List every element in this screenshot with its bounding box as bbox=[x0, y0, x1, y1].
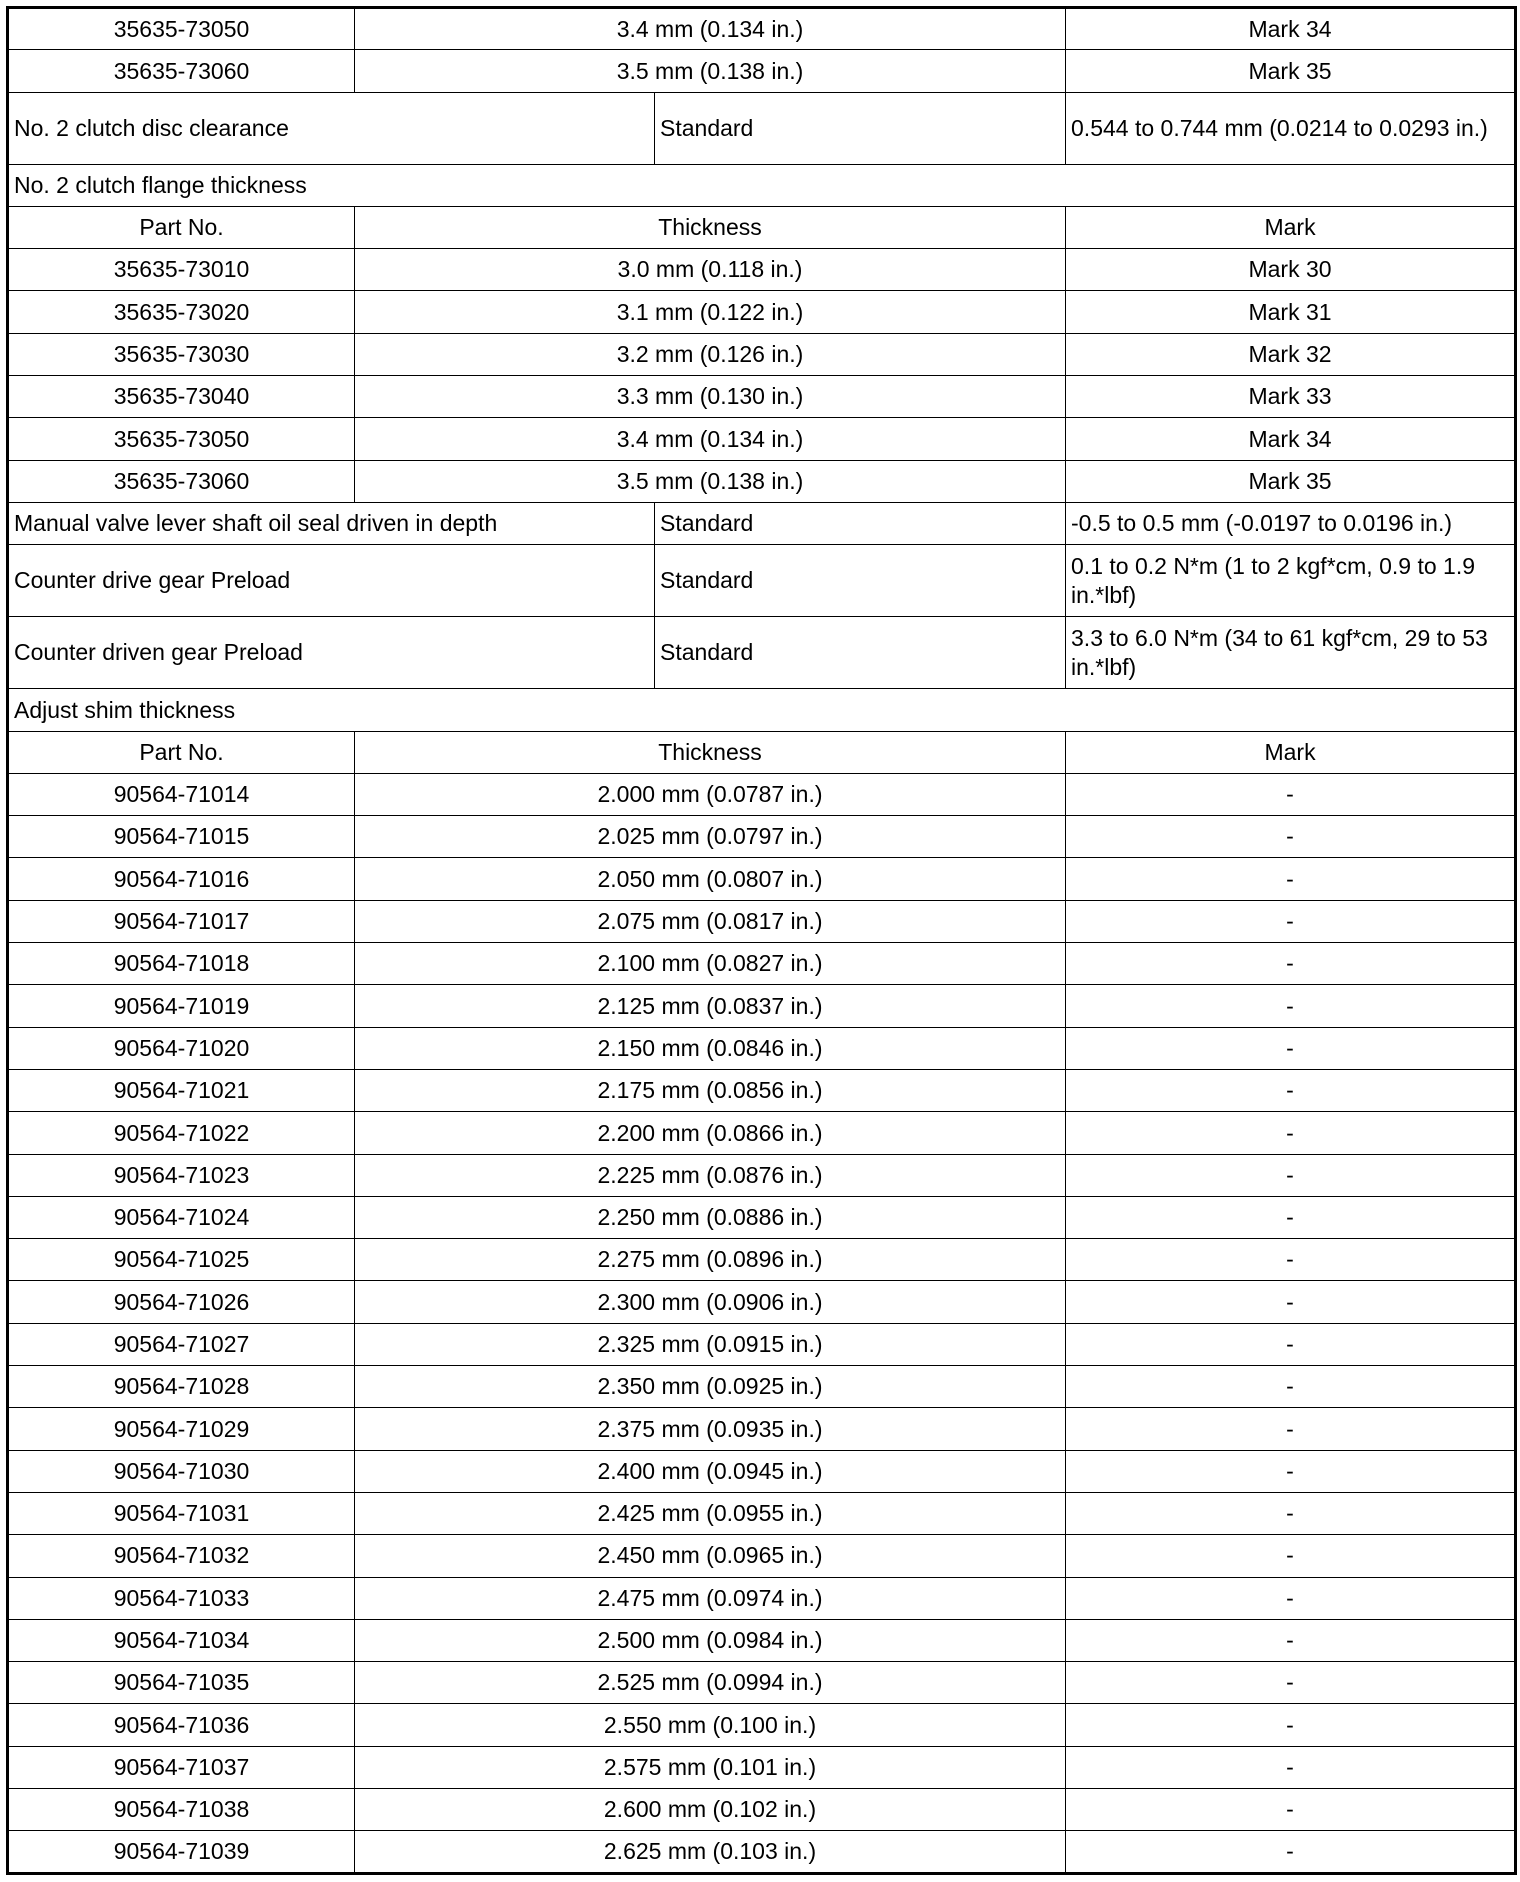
part-no-cell: 90564-71028 bbox=[8, 1366, 355, 1408]
mark-cell: - bbox=[1066, 1154, 1516, 1196]
table-row bbox=[8, 985, 1516, 1027]
mark-cell: Mark 34 bbox=[1066, 418, 1516, 460]
part-no-cell: 90564-71026 bbox=[8, 1281, 355, 1323]
header-mark: Mark bbox=[1066, 206, 1516, 248]
mark-cell: - bbox=[1066, 1239, 1516, 1281]
spec-label: Counter driven gear Preload bbox=[8, 617, 655, 689]
part-no-cell: 90564-71039 bbox=[8, 1831, 355, 1873]
spec-type: Standard bbox=[655, 545, 1066, 617]
part-no-cell: 90564-71016 bbox=[8, 858, 355, 900]
table-row bbox=[8, 249, 1516, 291]
thickness-cell: 2.075 mm (0.0817 in.) bbox=[355, 900, 1066, 942]
thickness-cell: 3.4 mm (0.134 in.) bbox=[355, 8, 1066, 50]
mark-cell: - bbox=[1066, 773, 1516, 815]
table-row bbox=[8, 1450, 1516, 1492]
table-row bbox=[8, 1027, 1516, 1069]
thickness-cell: 2.500 mm (0.0984 in.) bbox=[355, 1619, 1066, 1661]
thickness-cell: 2.375 mm (0.0935 in.) bbox=[355, 1408, 1066, 1450]
mark-cell: - bbox=[1066, 1027, 1516, 1069]
table-row bbox=[8, 1746, 1516, 1788]
part-no-cell: 90564-71024 bbox=[8, 1196, 355, 1238]
spec-type: Standard bbox=[655, 502, 1066, 544]
part-no-cell: 90564-71017 bbox=[8, 900, 355, 942]
thickness-cell: 2.100 mm (0.0827 in.) bbox=[355, 943, 1066, 985]
table-row bbox=[8, 858, 1516, 900]
table-row bbox=[8, 1408, 1516, 1450]
part-no-cell: 90564-71023 bbox=[8, 1154, 355, 1196]
part-no-cell: 90564-71029 bbox=[8, 1408, 355, 1450]
part-no-cell: 35635-73050 bbox=[8, 8, 355, 50]
part-no-cell: 35635-73060 bbox=[8, 50, 355, 92]
mark-cell: - bbox=[1066, 1831, 1516, 1873]
table-row bbox=[8, 460, 1516, 502]
thickness-cell: 2.275 mm (0.0896 in.) bbox=[355, 1239, 1066, 1281]
mark-cell: - bbox=[1066, 1704, 1516, 1746]
table-row bbox=[8, 376, 1516, 418]
spec-label: No. 2 clutch disc clearance bbox=[8, 92, 655, 164]
mark-cell: - bbox=[1066, 1323, 1516, 1365]
mark-cell: Mark 34 bbox=[1066, 8, 1516, 50]
spec-label: Counter drive gear Preload bbox=[8, 545, 655, 617]
table-row bbox=[8, 1619, 1516, 1661]
thickness-cell: 2.150 mm (0.0846 in.) bbox=[355, 1027, 1066, 1069]
mark-cell: - bbox=[1066, 1069, 1516, 1111]
part-no-cell: 90564-71020 bbox=[8, 1027, 355, 1069]
spec-table bbox=[6, 6, 1517, 1875]
table-row bbox=[8, 1154, 1516, 1196]
part-no-cell: 90564-71027 bbox=[8, 1323, 355, 1365]
mark-cell: - bbox=[1066, 985, 1516, 1027]
part-no-cell: 35635-73050 bbox=[8, 418, 355, 460]
thickness-cell: 2.125 mm (0.0837 in.) bbox=[355, 985, 1066, 1027]
part-no-cell: 90564-71014 bbox=[8, 773, 355, 815]
thickness-cell: 3.1 mm (0.122 in.) bbox=[355, 291, 1066, 333]
table-row bbox=[8, 1069, 1516, 1111]
thickness-cell: 2.000 mm (0.0787 in.) bbox=[355, 773, 1066, 815]
thickness-cell: 2.550 mm (0.100 in.) bbox=[355, 1704, 1066, 1746]
mark-cell: - bbox=[1066, 1492, 1516, 1534]
part-no-cell: 90564-71031 bbox=[8, 1492, 355, 1534]
thickness-cell: 2.525 mm (0.0994 in.) bbox=[355, 1662, 1066, 1704]
table-row bbox=[8, 1788, 1516, 1830]
mark-cell: Mark 35 bbox=[1066, 50, 1516, 92]
thickness-cell: 3.2 mm (0.126 in.) bbox=[355, 333, 1066, 375]
part-no-cell: 90564-71030 bbox=[8, 1450, 355, 1492]
table-row bbox=[8, 1196, 1516, 1238]
table-row bbox=[8, 1323, 1516, 1365]
table-row bbox=[8, 50, 1516, 92]
spec-row bbox=[8, 545, 1516, 617]
table-row bbox=[8, 1492, 1516, 1534]
table-row bbox=[8, 1112, 1516, 1154]
table-row bbox=[8, 1281, 1516, 1323]
mark-cell: Mark 30 bbox=[1066, 249, 1516, 291]
spec-label: Manual valve lever shaft oil seal driven in depth bbox=[8, 502, 655, 544]
thickness-cell: 3.3 mm (0.130 in.) bbox=[355, 376, 1066, 418]
table-row bbox=[8, 333, 1516, 375]
mark-cell: - bbox=[1066, 900, 1516, 942]
thickness-cell: 2.625 mm (0.103 in.) bbox=[355, 1831, 1066, 1873]
clutch-disc-clearance-row bbox=[8, 92, 1516, 164]
table-row bbox=[8, 291, 1516, 333]
part-no-cell: 90564-71033 bbox=[8, 1577, 355, 1619]
table-row bbox=[8, 900, 1516, 942]
table-row bbox=[8, 1366, 1516, 1408]
table-row bbox=[8, 773, 1516, 815]
thickness-cell: 3.5 mm (0.138 in.) bbox=[355, 460, 1066, 502]
mark-cell: - bbox=[1066, 1450, 1516, 1492]
shim-header-row bbox=[8, 731, 1516, 773]
flange-section-title-row bbox=[8, 164, 1516, 206]
thickness-cell: 2.600 mm (0.102 in.) bbox=[355, 1788, 1066, 1830]
part-no-cell: 90564-71035 bbox=[8, 1662, 355, 1704]
thickness-cell: 2.225 mm (0.0876 in.) bbox=[355, 1154, 1066, 1196]
mark-cell: - bbox=[1066, 1746, 1516, 1788]
table-row bbox=[8, 1239, 1516, 1281]
spec-row bbox=[8, 617, 1516, 689]
part-no-cell: 90564-71038 bbox=[8, 1788, 355, 1830]
spec-value: 0.1 to 0.2 N*m (1 to 2 kgf*cm, 0.9 to 1.9 in.*lbf) bbox=[1066, 545, 1516, 617]
mark-cell: - bbox=[1066, 1408, 1516, 1450]
part-no-cell: 35635-73010 bbox=[8, 249, 355, 291]
header-part-no: Part No. bbox=[8, 731, 355, 773]
mark-cell: Mark 35 bbox=[1066, 460, 1516, 502]
part-no-cell: 90564-71032 bbox=[8, 1535, 355, 1577]
mark-cell: - bbox=[1066, 816, 1516, 858]
table-row bbox=[8, 816, 1516, 858]
part-no-cell: 90564-71015 bbox=[8, 816, 355, 858]
mark-cell: - bbox=[1066, 1662, 1516, 1704]
mark-cell: - bbox=[1066, 1788, 1516, 1830]
table-row bbox=[8, 1831, 1516, 1873]
part-no-cell: 90564-71018 bbox=[8, 943, 355, 985]
part-no-cell: 35635-73030 bbox=[8, 333, 355, 375]
table-row bbox=[8, 1535, 1516, 1577]
part-no-cell: 90564-71034 bbox=[8, 1619, 355, 1661]
mark-cell: - bbox=[1066, 1619, 1516, 1661]
flange-header-row bbox=[8, 206, 1516, 248]
mark-cell: - bbox=[1066, 1281, 1516, 1323]
table-row bbox=[8, 418, 1516, 460]
mark-cell: - bbox=[1066, 943, 1516, 985]
part-no-cell: 90564-71021 bbox=[8, 1069, 355, 1111]
mark-cell: Mark 31 bbox=[1066, 291, 1516, 333]
part-no-cell: 35635-73020 bbox=[8, 291, 355, 333]
header-thickness: Thickness bbox=[355, 206, 1066, 248]
thickness-cell: 3.4 mm (0.134 in.) bbox=[355, 418, 1066, 460]
thickness-cell: 3.5 mm (0.138 in.) bbox=[355, 50, 1066, 92]
thickness-cell: 3.0 mm (0.118 in.) bbox=[355, 249, 1066, 291]
table-row bbox=[8, 8, 1516, 50]
table-row bbox=[8, 943, 1516, 985]
thickness-cell: 2.575 mm (0.101 in.) bbox=[355, 1746, 1066, 1788]
spec-value: -0.5 to 0.5 mm (-0.0197 to 0.0196 in.) bbox=[1066, 502, 1516, 544]
spec-row bbox=[8, 502, 1516, 544]
part-no-cell: 90564-71022 bbox=[8, 1112, 355, 1154]
section-title: No. 2 clutch flange thickness bbox=[8, 164, 1516, 206]
thickness-cell: 2.450 mm (0.0965 in.) bbox=[355, 1535, 1066, 1577]
spec-table-body bbox=[8, 8, 1516, 1874]
part-no-cell: 90564-71025 bbox=[8, 1239, 355, 1281]
thickness-cell: 2.200 mm (0.0866 in.) bbox=[355, 1112, 1066, 1154]
mark-cell: - bbox=[1066, 1366, 1516, 1408]
spec-value: 3.3 to 6.0 N*m (34 to 61 kgf*cm, 29 to 53 in.*lbf) bbox=[1066, 617, 1516, 689]
thickness-cell: 2.300 mm (0.0906 in.) bbox=[355, 1281, 1066, 1323]
section-title: Adjust shim thickness bbox=[8, 689, 1516, 731]
thickness-cell: 2.350 mm (0.0925 in.) bbox=[355, 1366, 1066, 1408]
part-no-cell: 90564-71036 bbox=[8, 1704, 355, 1746]
part-no-cell: 35635-73040 bbox=[8, 376, 355, 418]
mark-cell: Mark 32 bbox=[1066, 333, 1516, 375]
part-no-cell: 35635-73060 bbox=[8, 460, 355, 502]
table-row bbox=[8, 1704, 1516, 1746]
mark-cell: - bbox=[1066, 1577, 1516, 1619]
mark-cell: - bbox=[1066, 1196, 1516, 1238]
mark-cell: Mark 33 bbox=[1066, 376, 1516, 418]
spec-type: Standard bbox=[655, 92, 1066, 164]
shim-section-title-row bbox=[8, 689, 1516, 731]
mark-cell: - bbox=[1066, 1535, 1516, 1577]
thickness-cell: 2.425 mm (0.0955 in.) bbox=[355, 1492, 1066, 1534]
spec-value: 0.544 to 0.744 mm (0.0214 to 0.0293 in.) bbox=[1066, 92, 1516, 164]
thickness-cell: 2.325 mm (0.0915 in.) bbox=[355, 1323, 1066, 1365]
mark-cell: - bbox=[1066, 858, 1516, 900]
thickness-cell: 2.250 mm (0.0886 in.) bbox=[355, 1196, 1066, 1238]
table-row bbox=[8, 1577, 1516, 1619]
part-no-cell: 90564-71037 bbox=[8, 1746, 355, 1788]
part-no-cell: 90564-71019 bbox=[8, 985, 355, 1027]
thickness-cell: 2.175 mm (0.0856 in.) bbox=[355, 1069, 1066, 1111]
header-part-no: Part No. bbox=[8, 206, 355, 248]
table-row bbox=[8, 1662, 1516, 1704]
thickness-cell: 2.475 mm (0.0974 in.) bbox=[355, 1577, 1066, 1619]
thickness-cell: 2.400 mm (0.0945 in.) bbox=[355, 1450, 1066, 1492]
mark-cell: - bbox=[1066, 1112, 1516, 1154]
thickness-cell: 2.025 mm (0.0797 in.) bbox=[355, 816, 1066, 858]
thickness-cell: 2.050 mm (0.0807 in.) bbox=[355, 858, 1066, 900]
header-mark: Mark bbox=[1066, 731, 1516, 773]
spec-type: Standard bbox=[655, 617, 1066, 689]
header-thickness: Thickness bbox=[355, 731, 1066, 773]
